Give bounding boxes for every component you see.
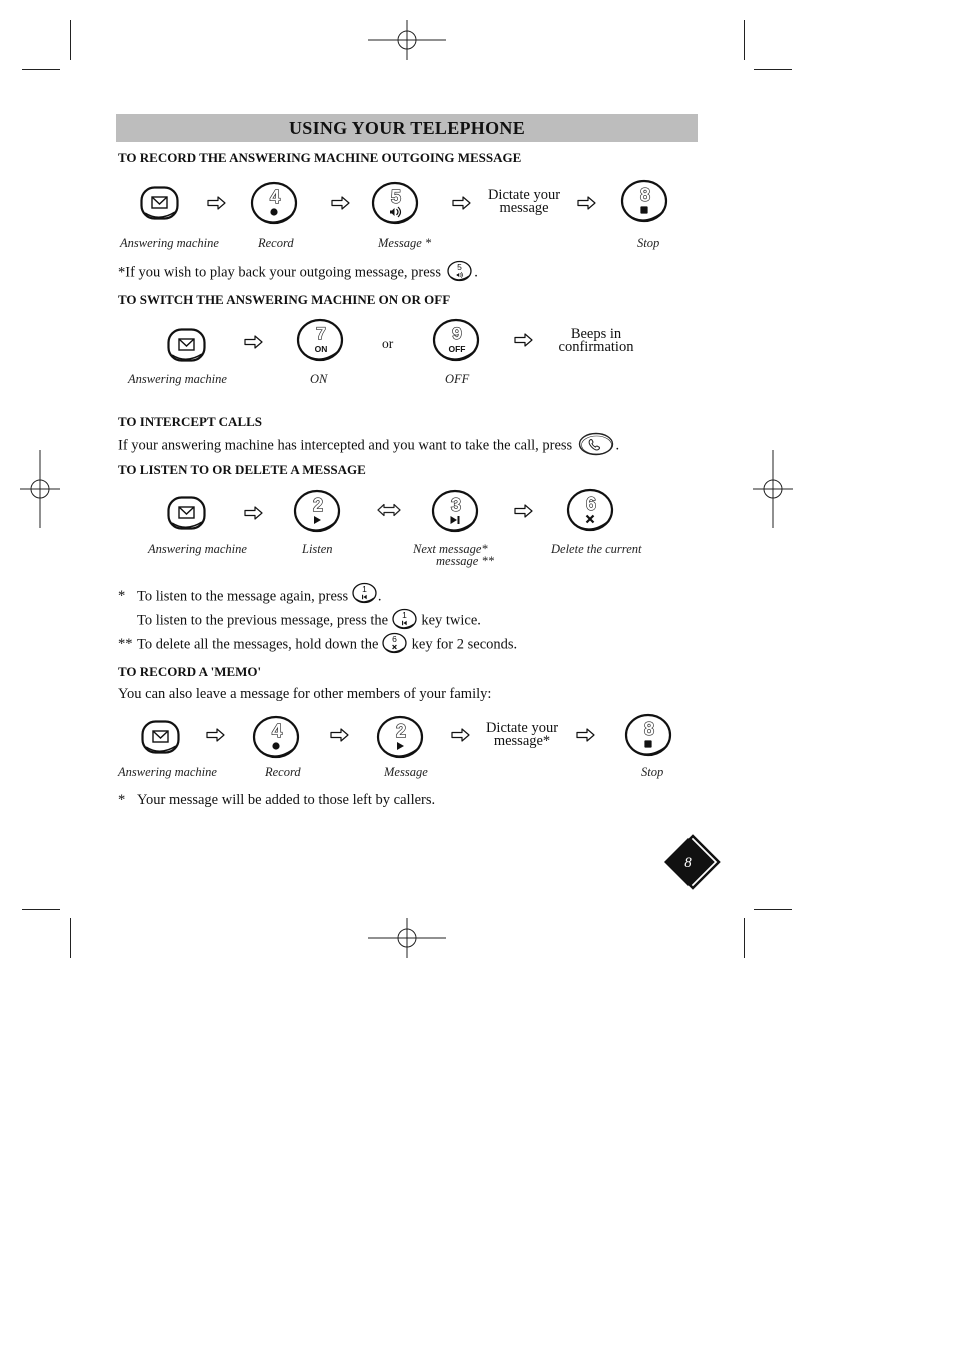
svg-text:6: 6 [392, 634, 397, 644]
key-9-off-icon [433, 319, 481, 363]
caption-answering-machine: Answering machine [128, 372, 227, 386]
arrow-right-icon [330, 728, 350, 742]
arrow-right-icon [244, 506, 264, 520]
registration-mark [368, 20, 446, 60]
dictate-message-text: Dictate your message [487, 187, 561, 216]
key-3-next-icon [432, 490, 480, 534]
arrow-right-icon [514, 504, 534, 518]
caption-delete-current: Delete the current [551, 542, 642, 556]
svg-text:9: 9 [452, 324, 462, 343]
svg-text:7: 7 [316, 324, 326, 343]
svg-text:3: 3 [450, 495, 462, 515]
svg-text:8: 8 [643, 719, 655, 739]
intercept-text [118, 434, 619, 458]
key-1-small-icon [392, 608, 418, 630]
arrow-right-icon [451, 728, 471, 742]
key-7-on-icon [297, 319, 345, 363]
listen-note-1 [118, 586, 381, 608]
svg-text:4: 4 [271, 721, 283, 741]
answering-machine-key-icon [167, 496, 207, 530]
key-8-stop-icon [621, 180, 669, 224]
key-8-stop-icon [625, 714, 673, 758]
caption-next-message: Next message* [413, 542, 488, 556]
page-number: 8 [684, 855, 692, 871]
note-text: Your message will be added to those left by callers. [137, 792, 436, 808]
svg-text:OFF: OFF [448, 344, 466, 354]
note-mark: * [118, 792, 126, 808]
heading-switch: TO SWITCH THE ANSWERING MACHINE ON OR OFF [118, 292, 451, 307]
caption-answering-machine: Answering machine [120, 236, 219, 250]
key-2-listen-icon [294, 490, 342, 534]
note-text: To listen to the message again, press [137, 588, 349, 605]
arrow-right-icon [452, 196, 472, 210]
memo-intro: You can also leave a message for other members of your family: [118, 686, 492, 702]
note-end: . [377, 588, 382, 605]
caption-listen: Listen [302, 542, 333, 556]
caption-message: Message [384, 765, 428, 779]
arrow-right-icon [577, 196, 597, 210]
heading-memo: TO RECORD A 'MEMO' [118, 664, 262, 679]
svg-text:1: 1 [361, 584, 367, 594]
heading-listen: TO LISTEN TO OR DELETE A MESSAGE [118, 462, 366, 477]
title-bar [116, 114, 698, 142]
svg-text:5: 5 [456, 262, 462, 272]
crop-mark [22, 909, 60, 910]
beeps-text: Beeps in confirmation [558, 326, 634, 355]
crop-mark [22, 69, 60, 70]
caption-message: Message * [378, 236, 432, 250]
caption-off: OFF [445, 372, 470, 386]
svg-text:2: 2 [395, 721, 407, 741]
key-5-message-icon [372, 182, 420, 226]
crop-mark [744, 20, 745, 60]
note-mark: ** [118, 636, 133, 653]
playback-note-end: . [474, 264, 478, 281]
key-1-small-icon [352, 582, 378, 604]
arrow-right-icon [576, 728, 596, 742]
key-6-delete-icon [567, 489, 615, 533]
crop-mark [754, 909, 792, 910]
svg-text:ON: ON [314, 344, 328, 354]
listen-note-3 [118, 634, 517, 656]
arrow-right-icon [514, 333, 534, 347]
note-end: key for 2 seconds. [411, 636, 518, 653]
caption-on: ON [310, 372, 328, 386]
crop-mark [754, 69, 792, 70]
svg-text:2: 2 [312, 495, 324, 515]
svg-text:1: 1 [401, 610, 407, 620]
registration-mark [368, 918, 446, 958]
listen-note-2 [118, 610, 481, 632]
dictate-message-text: Dictate your message* [485, 720, 559, 749]
note-text: To delete all the messages, hold down the [137, 636, 379, 653]
key-4-record-icon [253, 716, 301, 760]
heading-record-ogm: TO RECORD THE ANSWERING MACHINE OUTGOING MESSAGE [118, 150, 522, 165]
or-text: or [382, 336, 394, 351]
playback-note [118, 262, 478, 284]
double-arrow-icon [377, 503, 401, 517]
answering-machine-key-icon [140, 186, 180, 220]
crop-mark [70, 20, 71, 60]
intercept-text-body: If your answering machine has intercepted and you want to take the call, press [118, 437, 573, 454]
answering-machine-key-icon [167, 328, 207, 362]
answering-machine-key-icon [141, 720, 181, 754]
svg-text:8: 8 [639, 185, 651, 205]
caption-stop: Stop [641, 765, 664, 779]
crop-mark [70, 918, 71, 958]
caption-answering-machine: Answering machine [148, 542, 247, 556]
note-end: key twice. [421, 612, 481, 629]
svg-text:5: 5 [390, 187, 402, 207]
caption-record: Record [258, 236, 294, 250]
svg-text:4: 4 [269, 187, 281, 207]
heading-intercept: TO INTERCEPT CALLS [118, 414, 263, 429]
caption-stop: Stop [637, 236, 660, 250]
key-4-record-icon [251, 182, 299, 226]
caption-message-2: message ** [436, 554, 494, 568]
caption-answering-machine: Answering machine [118, 765, 217, 779]
playback-note-text: *If you wish to play back your outgoing message, press [118, 264, 441, 281]
arrow-right-icon [244, 335, 264, 349]
registration-mark [20, 450, 60, 528]
svg-text:6: 6 [585, 494, 597, 514]
note-text: To listen to the previous message, press the [137, 612, 389, 629]
note-mark: * [118, 588, 126, 605]
arrow-right-icon [207, 196, 227, 210]
caption-record: Record [265, 765, 301, 779]
arrow-right-icon [331, 196, 351, 210]
arrow-right-icon [206, 728, 226, 742]
key-5-small-icon [447, 260, 473, 282]
key-2-message-icon [377, 716, 425, 760]
memo-note [118, 792, 435, 809]
key-6-small-icon [382, 632, 408, 654]
page-title: USING YOUR TELEPHONE [288, 118, 526, 138]
registration-mark [753, 450, 793, 528]
crop-mark [744, 918, 745, 958]
page-number-badge [667, 834, 723, 890]
intercept-text-end: . [615, 437, 620, 454]
phone-key-icon [578, 432, 614, 456]
